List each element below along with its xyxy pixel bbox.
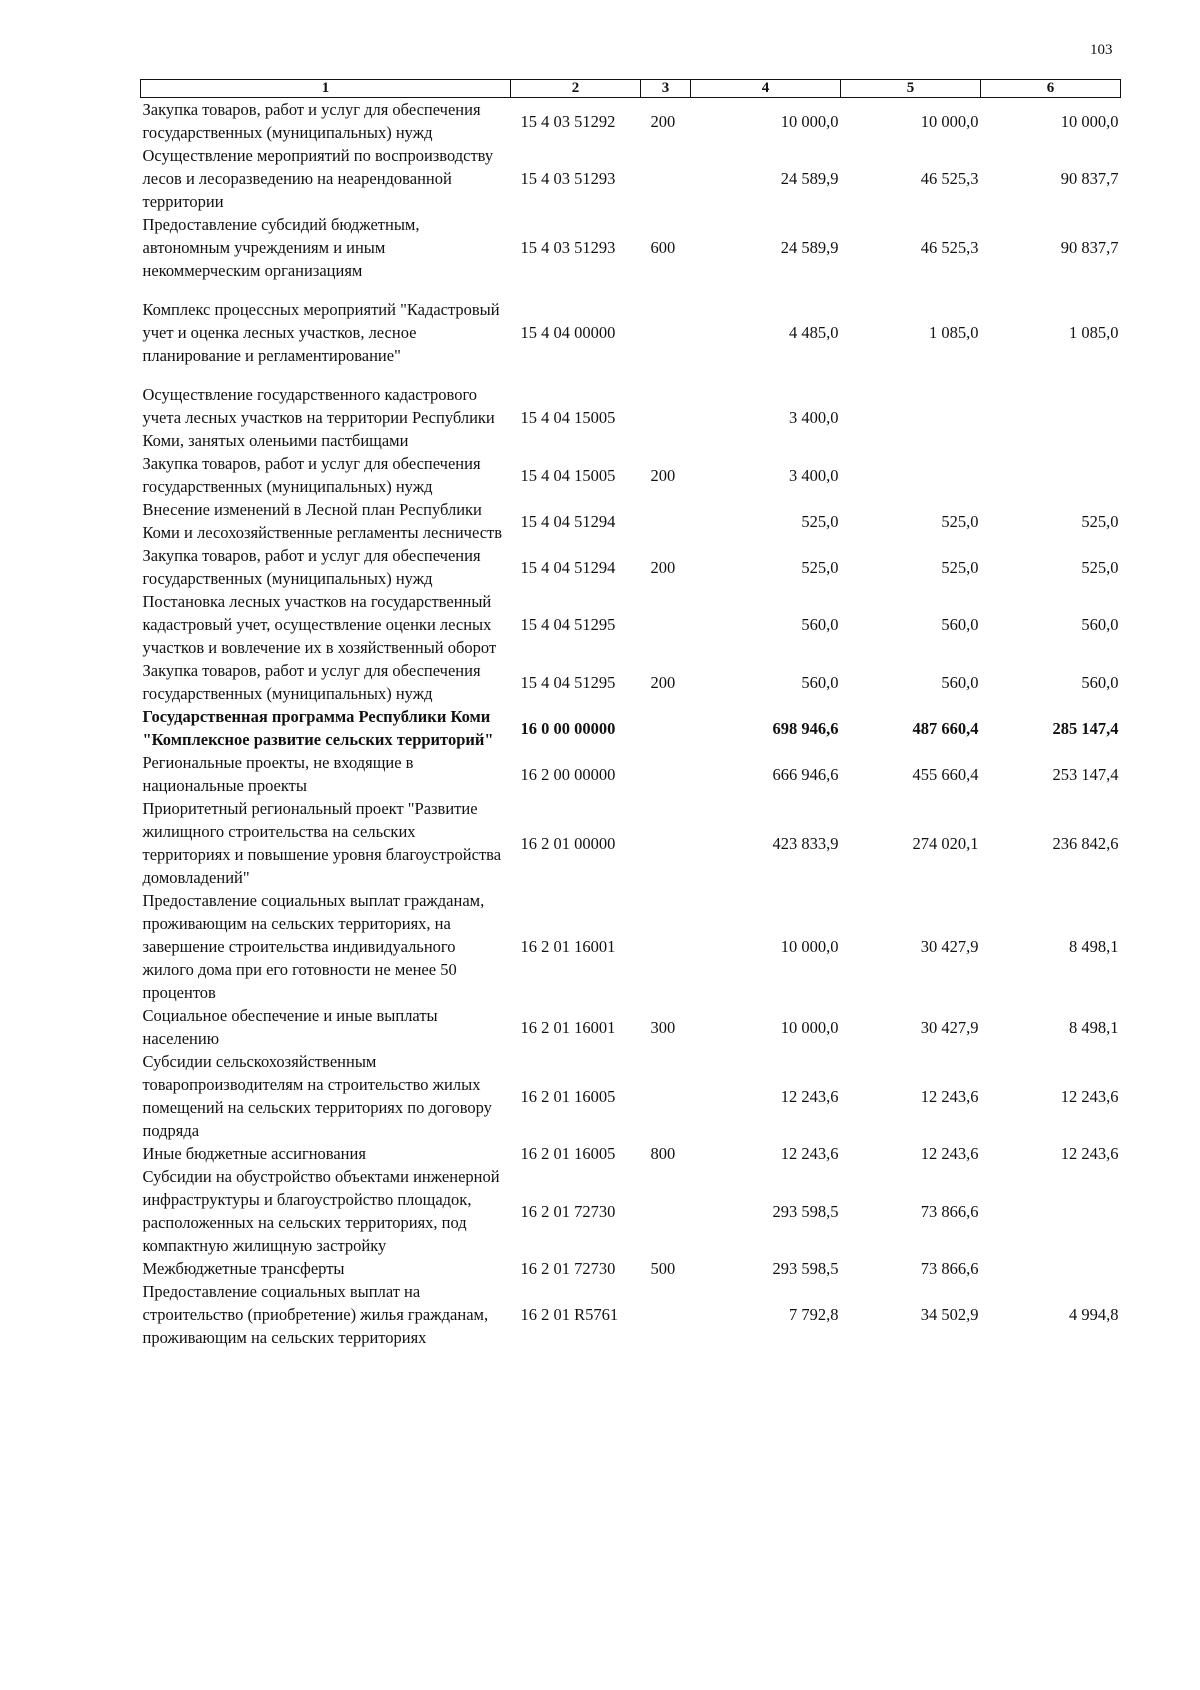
row-expense-type [641, 705, 691, 751]
row-code: 15 4 04 51295 [520, 615, 616, 634]
row-value-year2: 73 866,6 [920, 1259, 979, 1278]
column-header: 1 [141, 80, 511, 98]
page-number: 103 [1090, 42, 1113, 58]
row-code: 15 4 04 51294 [520, 511, 616, 531]
row-value-year2: 73 866,6 [920, 1201, 979, 1221]
column-header: 4 [691, 80, 841, 98]
row-code: 16 2 01 16001 [520, 937, 616, 956]
row-code: 16 2 01 R5761 [520, 1305, 619, 1324]
row-value-year3: 12 243,6 [1060, 1144, 1119, 1163]
table-row [141, 144, 1121, 213]
row-value-year1: 560,0 [801, 615, 839, 634]
row-expense-type [641, 889, 691, 1004]
row-value-year1: 525,0 [801, 557, 839, 577]
row-value-year2: 525,0 [941, 557, 979, 577]
table-row [141, 452, 1121, 498]
table-row [141, 498, 1121, 544]
row-code: 16 2 01 72730 [520, 1201, 616, 1221]
row-value-year3: 236 842,6 [1052, 833, 1119, 853]
row-name: Закупка товаров, работ и услуг для обеспечения государственных (муниципальных) нужд [142, 100, 481, 142]
row-expense-type: 300 [650, 1017, 676, 1037]
row-code: 16 2 01 16005 [520, 1086, 616, 1106]
row-value-year3: 90 837,7 [1060, 238, 1119, 257]
row-value-year3: 525,0 [1081, 511, 1119, 531]
row-value-year2: 560,0 [941, 672, 979, 692]
table-row [141, 797, 1121, 889]
row-name: Иные бюджетные ассигнования [142, 1144, 366, 1163]
row-name: Социальное обеспечение и иные выплаты населению [142, 1006, 438, 1048]
row-value-year3: 560,0 [1081, 615, 1119, 634]
table-row [141, 282, 1121, 367]
row-expense-type: 800 [650, 1144, 676, 1163]
row-value-year3: 1 085,0 [1069, 323, 1119, 342]
row-code: 15 4 03 51293 [520, 169, 616, 188]
table-row [141, 1257, 1121, 1280]
row-value-year1: 423 833,9 [772, 833, 839, 853]
row-value-year3: 253 147,4 [1052, 764, 1119, 784]
row-value-year1: 525,0 [801, 511, 839, 531]
row-expense-type [641, 797, 691, 889]
row-value-year3: 560,0 [1081, 672, 1119, 692]
row-code: 16 2 00 00000 [520, 764, 616, 784]
row-value-year3 [981, 367, 1121, 452]
row-code: 15 4 04 15005 [520, 465, 616, 485]
table-row [141, 1165, 1121, 1257]
row-code: 15 4 04 15005 [520, 408, 616, 427]
budget-table [140, 79, 1121, 1349]
row-value-year2: 10 000,0 [920, 111, 979, 131]
row-name: Субсидии сельскохозяйственным товаропроизводителям на строительство жилых помещений на сельских территориях по договору подряда [142, 1052, 492, 1140]
row-value-year3 [981, 1257, 1121, 1280]
row-value-year2: 34 502,9 [920, 1305, 979, 1324]
row-code: 15 4 04 00000 [520, 323, 616, 342]
row-name: Закупка товаров, работ и услуг для обеспечения государственных (муниципальных) нужд [142, 454, 481, 496]
row-value-year1: 4 485,0 [789, 323, 839, 342]
row-expense-type: 500 [650, 1259, 676, 1278]
row-value-year3 [981, 452, 1121, 498]
row-value-year2: 30 427,9 [920, 937, 979, 956]
row-value-year1: 3 400,0 [789, 408, 839, 427]
table-row [141, 1004, 1121, 1050]
row-name: Государственная программа Республики Коми "Комплексное развитие сельских территорий" [142, 707, 494, 749]
row-code: 16 2 01 16001 [520, 1017, 616, 1037]
row-expense-type [641, 1165, 691, 1257]
table-row [141, 1050, 1121, 1142]
row-value-year2 [841, 452, 981, 498]
row-expense-type [641, 144, 691, 213]
table-row [141, 213, 1121, 282]
row-value-year2: 12 243,6 [920, 1144, 979, 1163]
table-row [141, 751, 1121, 797]
column-header: 6 [981, 80, 1121, 98]
row-value-year2: 30 427,9 [920, 1017, 979, 1037]
row-value-year1: 560,0 [801, 672, 839, 692]
row-value-year1: 293 598,5 [772, 1201, 839, 1221]
row-code: 15 4 03 51292 [520, 111, 616, 131]
table-row [141, 889, 1121, 1004]
row-expense-type [641, 751, 691, 797]
row-name: Закупка товаров, работ и услуг для обеспечения государственных (муниципальных) нужд [142, 661, 481, 703]
row-expense-type [641, 1050, 691, 1142]
row-value-year1: 10 000,0 [780, 1017, 839, 1037]
row-value-year2: 274 020,1 [912, 833, 979, 853]
row-value-year1: 10 000,0 [780, 937, 839, 956]
row-expense-type: 200 [650, 465, 676, 485]
column-header: 2 [511, 80, 641, 98]
table-row-program [141, 705, 1121, 751]
row-value-year1: 24 589,9 [780, 238, 839, 257]
row-value-year3: 10 000,0 [1060, 111, 1119, 131]
column-header: 3 [641, 80, 691, 98]
table-row [141, 590, 1121, 659]
row-value-year1: 293 598,5 [772, 1259, 839, 1278]
row-name: Предоставление социальных выплат гражданам, проживающим на сельских территориях, на завершение строительства индивидуального жилого дома при его готовности не менее 50 процентов [142, 891, 485, 1002]
row-expense-type [641, 367, 691, 452]
row-code: 16 0 00 00000 [520, 718, 616, 738]
table-row [141, 1280, 1121, 1349]
row-expense-type [641, 282, 691, 367]
row-name: Предоставление субсидий бюджетным, автономным учреждениям и иным некоммерческим организациям [142, 215, 420, 280]
row-name: Предоставление социальных выплат на строительство (приобретение) жилья гражданам, проживающим на сельских территориях [142, 1282, 489, 1347]
row-expense-type: 200 [650, 557, 676, 577]
row-value-year3 [981, 1165, 1121, 1257]
row-value-year1: 3 400,0 [789, 465, 839, 485]
row-value-year3: 90 837,7 [1060, 169, 1119, 188]
table-row [141, 659, 1121, 705]
row-expense-type: 200 [650, 672, 676, 692]
row-value-year3: 12 243,6 [1060, 1086, 1119, 1106]
row-name: Осуществление мероприятий по воспроизводству лесов и лесоразведению на неарендованной территории [142, 146, 494, 211]
row-expense-type [641, 590, 691, 659]
row-code: 15 4 04 51295 [520, 672, 616, 692]
row-value-year1: 10 000,0 [780, 111, 839, 131]
row-expense-type [641, 498, 691, 544]
row-name: Региональные проекты, не входящие в национальные проекты [142, 753, 414, 795]
row-value-year2: 560,0 [941, 615, 979, 634]
table-row [141, 1142, 1121, 1165]
table-row [141, 544, 1121, 590]
row-value-year1: 12 243,6 [780, 1144, 839, 1163]
row-code: 16 2 01 00000 [520, 833, 616, 853]
row-value-year2: 455 660,4 [912, 764, 979, 784]
row-expense-type: 600 [650, 238, 676, 257]
row-code: 16 2 01 16005 [520, 1144, 616, 1163]
row-name: Внесение изменений в Лесной план Республики Коми и лесохозяйственные регламенты лесничеств [142, 500, 503, 542]
table-row [141, 367, 1121, 452]
row-value-year2: 46 525,3 [920, 169, 979, 188]
row-value-year2: 46 525,3 [920, 238, 979, 257]
row-value-year3: 525,0 [1081, 557, 1119, 577]
row-code: 16 2 01 72730 [520, 1259, 616, 1278]
row-value-year1: 666 946,6 [772, 764, 839, 784]
row-value-year3: 4 994,8 [1069, 1305, 1119, 1324]
row-value-year2 [841, 367, 981, 452]
row-value-year1: 7 792,8 [789, 1305, 839, 1324]
row-name: Постановка лесных участков на государственный кадастровый учет, осуществление оценки лесных участков и вовлечение их в хозяйственный оборот [142, 592, 497, 657]
row-value-year1: 24 589,9 [780, 169, 839, 188]
row-value-year2: 525,0 [941, 511, 979, 531]
row-value-year3: 8 498,1 [1069, 937, 1119, 956]
row-value-year2: 487 660,4 [912, 718, 979, 738]
row-value-year3: 8 498,1 [1069, 1017, 1119, 1037]
row-code: 15 4 03 51293 [520, 238, 616, 257]
row-name: Комплекс процессных мероприятий "Кадастровый учет и оценка лесных участков, лесное планирование и регламентирование" [142, 300, 500, 365]
table-row [141, 98, 1121, 145]
row-name: Закупка товаров, работ и услуг для обеспечения государственных (муниципальных) нужд [142, 546, 481, 588]
row-value-year1: 698 946,6 [772, 718, 839, 738]
row-value-year2: 12 243,6 [920, 1086, 979, 1106]
row-name: Субсидии на обустройство объектами инженерной инфраструктуры и благоустройство площадок, расположенных на сельских территориях, под компактную жилищную застройку [142, 1167, 500, 1255]
row-name: Приоритетный региональный проект "Развитие жилищного строительства на сельских территориях и повышение уровня благоустройства домовладений" [142, 799, 502, 887]
row-value-year1: 12 243,6 [780, 1086, 839, 1106]
row-value-year2: 1 085,0 [929, 323, 979, 342]
row-expense-type: 200 [650, 111, 676, 131]
header-row [141, 80, 1121, 98]
row-expense-type [641, 1280, 691, 1349]
row-name: Осуществление государственного кадастрового учета лесных участков на территории Республики Коми, занятых оленьими пастбищами [142, 385, 495, 450]
row-value-year3: 285 147,4 [1052, 718, 1119, 738]
row-code: 15 4 04 51294 [520, 557, 616, 577]
row-name: Межбюджетные трансферты [142, 1259, 345, 1278]
column-header: 5 [841, 80, 981, 98]
